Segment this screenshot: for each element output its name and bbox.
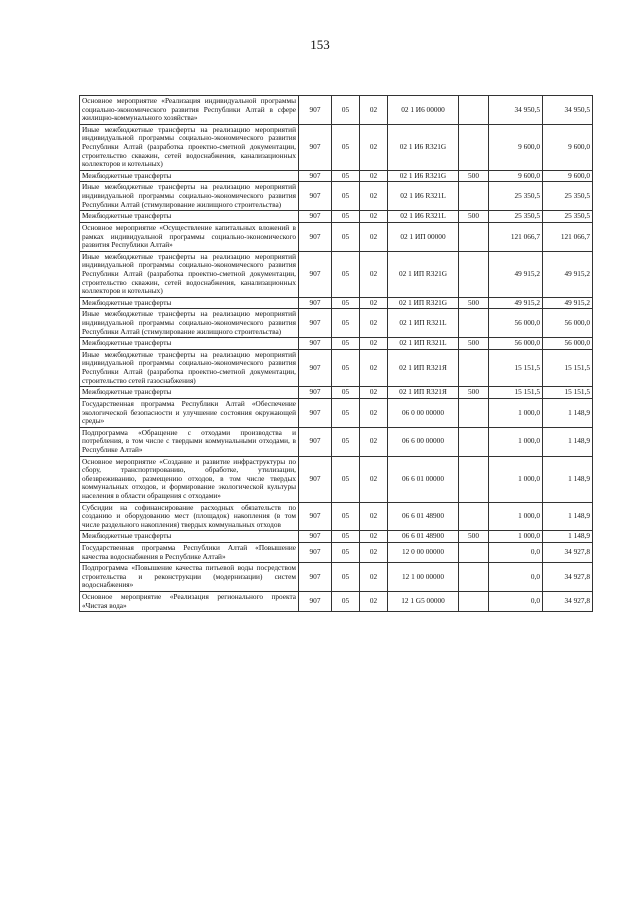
subsection-code: 02 [360, 349, 388, 386]
amount-year-1: 34 950,5 [489, 96, 543, 125]
row-name: Межбюджетные трансферты [80, 170, 299, 182]
amount-year-1: 9 600,0 [489, 170, 543, 182]
section-code: 05 [332, 338, 360, 350]
amount-year-1: 15 151,5 [489, 349, 543, 386]
section-code: 05 [332, 211, 360, 223]
table-row [80, 338, 593, 350]
amount-year-2: 25 350,5 [543, 182, 593, 211]
row-name: Государственная программа Республики Алтай «Повышение качества водоснабжения в Республике Алтай» [80, 543, 299, 563]
subsection-code: 02 [360, 124, 388, 170]
table-row [80, 592, 593, 612]
subsection-code: 02 [360, 563, 388, 592]
amount-year-2: 49 915,2 [543, 297, 593, 309]
section-code: 05 [332, 124, 360, 170]
budget-table [79, 95, 593, 612]
amount-year-1: 15 151,5 [489, 387, 543, 399]
subsection-code: 02 [360, 531, 388, 543]
amount-year-2: 34 927,8 [543, 543, 593, 563]
table-row [80, 502, 593, 531]
expense-type-code [459, 96, 489, 125]
expense-type-code: 500 [459, 338, 489, 350]
amount-year-1: 1 000,0 [489, 531, 543, 543]
subsection-code: 02 [360, 543, 388, 563]
table-row [80, 543, 593, 563]
ministry-code: 907 [299, 502, 332, 531]
expense-type-code [459, 592, 489, 612]
table-row [80, 251, 593, 297]
expense-type-code: 500 [459, 211, 489, 223]
expense-type-code [459, 309, 489, 338]
row-name: Государственная программа Республики Алтай «Обеспечение экологической безопасности и улучшение состояния окружающей среды» [80, 398, 299, 427]
subsection-code: 02 [360, 427, 388, 456]
target-article-code: 02 1 И6 R321G [388, 124, 459, 170]
amount-year-2: 1 148,9 [543, 502, 593, 531]
amount-year-1: 49 915,2 [489, 251, 543, 297]
ministry-code: 907 [299, 349, 332, 386]
ministry-code: 907 [299, 222, 332, 251]
target-article-code: 02 1 ИП R321Я [388, 349, 459, 386]
table-row [80, 398, 593, 427]
subsection-code: 02 [360, 222, 388, 251]
expense-type-code [459, 543, 489, 563]
amount-year-2: 34 927,8 [543, 563, 593, 592]
section-code: 05 [332, 96, 360, 125]
amount-year-2: 49 915,2 [543, 251, 593, 297]
section-code: 05 [332, 349, 360, 386]
section-code: 05 [332, 387, 360, 399]
page-number: 153 [310, 37, 330, 52]
subsection-code: 02 [360, 398, 388, 427]
ministry-code: 907 [299, 387, 332, 399]
target-article-code: 02 1 ИП 00000 [388, 222, 459, 251]
amount-year-1: 0,0 [489, 543, 543, 563]
expense-type-code [459, 398, 489, 427]
amount-year-2: 25 350,5 [543, 211, 593, 223]
amount-year-1: 56 000,0 [489, 309, 543, 338]
section-code: 05 [332, 531, 360, 543]
amount-year-2: 9 600,0 [543, 124, 593, 170]
target-article-code: 02 1 И6 R321L [388, 211, 459, 223]
target-article-code: 06 0 00 00000 [388, 398, 459, 427]
expense-type-code [459, 349, 489, 386]
table-row [80, 297, 593, 309]
section-code: 05 [332, 170, 360, 182]
ministry-code: 907 [299, 309, 332, 338]
table-row [80, 563, 593, 592]
section-code: 05 [332, 502, 360, 531]
row-name: Подпрограмма «Повышение качества питьевой воды посредством строительства и реконструкции (модернизации) систем водоснабжения» [80, 563, 299, 592]
amount-year-2: 9 600,0 [543, 170, 593, 182]
ministry-code: 907 [299, 427, 332, 456]
expense-type-code [459, 124, 489, 170]
row-name: Подпрограмма «Обращение с отходами производства и потребления, в том числе с твердыми коммунальными отходами, в Республике Алтай» [80, 427, 299, 456]
target-article-code: 02 1 И6 R321L [388, 182, 459, 211]
row-name: Иные межбюджетные трансферты на реализацию мероприятий индивидуальной программы социально-экономического развития Республики Алтай (разработка проектно-сметной документации, строительство скважин, сетей водоснабжения, канализационных коллекторов и котельных) [80, 124, 299, 170]
ministry-code: 907 [299, 124, 332, 170]
expense-type-code: 500 [459, 170, 489, 182]
amount-year-2: 34 950,5 [543, 96, 593, 125]
amount-year-1: 0,0 [489, 563, 543, 592]
subsection-code: 02 [360, 502, 388, 531]
subsection-code: 02 [360, 170, 388, 182]
section-code: 05 [332, 222, 360, 251]
amount-year-1: 25 350,5 [489, 211, 543, 223]
amount-year-1: 0,0 [489, 592, 543, 612]
amount-year-1: 49 915,2 [489, 297, 543, 309]
table-row [80, 387, 593, 399]
section-code: 05 [332, 456, 360, 502]
amount-year-2: 56 000,0 [543, 309, 593, 338]
amount-year-1: 9 600,0 [489, 124, 543, 170]
amount-year-1: 1 000,0 [489, 427, 543, 456]
subsection-code: 02 [360, 251, 388, 297]
ministry-code: 907 [299, 543, 332, 563]
section-code: 05 [332, 563, 360, 592]
target-article-code: 12 1 00 00000 [388, 563, 459, 592]
target-article-code: 02 1 ИП R321L [388, 309, 459, 338]
amount-year-1: 1 000,0 [489, 398, 543, 427]
expense-type-code [459, 251, 489, 297]
amount-year-2: 1 148,9 [543, 427, 593, 456]
amount-year-1: 56 000,0 [489, 338, 543, 350]
section-code: 05 [332, 297, 360, 309]
section-code: 05 [332, 427, 360, 456]
row-name: Межбюджетные трансферты [80, 211, 299, 223]
ministry-code: 907 [299, 563, 332, 592]
ministry-code: 907 [299, 297, 332, 309]
target-article-code: 06 6 01 00000 [388, 456, 459, 502]
expense-type-code: 500 [459, 387, 489, 399]
amount-year-2: 1 148,9 [543, 456, 593, 502]
target-article-code: 02 1 ИП R321Я [388, 387, 459, 399]
expense-type-code [459, 502, 489, 531]
amount-year-2: 15 151,5 [543, 387, 593, 399]
target-article-code: 06 6 00 00000 [388, 427, 459, 456]
table-row [80, 170, 593, 182]
row-name: Основное мероприятие «Реализация регионального проекта «Чистая вода» [80, 592, 299, 612]
subsection-code: 02 [360, 182, 388, 211]
section-code: 05 [332, 309, 360, 338]
row-name: Межбюджетные трансферты [80, 297, 299, 309]
subsection-code: 02 [360, 96, 388, 125]
target-article-code: 06 6 01 48900 [388, 502, 459, 531]
target-article-code: 02 1 ИП R321G [388, 297, 459, 309]
target-article-code: 12 1 G5 00000 [388, 592, 459, 612]
expense-type-code [459, 427, 489, 456]
row-name: Иные межбюджетные трансферты на реализацию мероприятий индивидуальной программы социально-экономического развития Республики Алтай (стимулирование жилищного строительства) [80, 182, 299, 211]
amount-year-1: 121 066,7 [489, 222, 543, 251]
target-article-code: 02 1 ИП R321G [388, 251, 459, 297]
amount-year-2: 1 148,9 [543, 398, 593, 427]
ministry-code: 907 [299, 456, 332, 502]
target-article-code: 06 6 01 48900 [388, 531, 459, 543]
subsection-code: 02 [360, 211, 388, 223]
table-row [80, 211, 593, 223]
ministry-code: 907 [299, 251, 332, 297]
amount-year-2: 1 148,9 [543, 531, 593, 543]
target-article-code: 02 1 И6 R321G [388, 170, 459, 182]
row-name: Основное мероприятие «Создание и развитие инфраструктуры по сбору, транспортированию, обработке, утилизации, обезвреживанию, размещению отходов, в том числе твердых коммунальных отходов, и формирование экологической культуры населения в области обращения с отходами» [80, 456, 299, 502]
section-code: 05 [332, 592, 360, 612]
section-code: 05 [332, 182, 360, 211]
table-row [80, 182, 593, 211]
expense-type-code: 500 [459, 531, 489, 543]
subsection-code: 02 [360, 456, 388, 502]
expense-type-code: 500 [459, 297, 489, 309]
amount-year-2: 34 927,8 [543, 592, 593, 612]
table-row [80, 456, 593, 502]
amount-year-1: 25 350,5 [489, 182, 543, 211]
table-row [80, 531, 593, 543]
row-name: Межбюджетные трансферты [80, 387, 299, 399]
subsection-code: 02 [360, 387, 388, 399]
row-name: Межбюджетные трансферты [80, 338, 299, 350]
ministry-code: 907 [299, 170, 332, 182]
ministry-code: 907 [299, 96, 332, 125]
section-code: 05 [332, 251, 360, 297]
row-name: Иные межбюджетные трансферты на реализацию мероприятий индивидуальной программы социально-экономического развития Республики Алтай (разработка проектно-сметной документации, строительство сетей газоснабжения) [80, 349, 299, 386]
table-row [80, 222, 593, 251]
table-row [80, 427, 593, 456]
expense-type-code [459, 456, 489, 502]
row-name: Иные межбюджетные трансферты на реализацию мероприятий индивидуальной программы социально-экономического развития Республики Алтай (стимулирование жилищного строительства) [80, 309, 299, 338]
target-article-code: 02 1 ИП R321L [388, 338, 459, 350]
ministry-code: 907 [299, 182, 332, 211]
ministry-code: 907 [299, 531, 332, 543]
amount-year-1: 1 000,0 [489, 456, 543, 502]
ministry-code: 907 [299, 211, 332, 223]
amount-year-2: 56 000,0 [543, 338, 593, 350]
expense-type-code [459, 182, 489, 211]
table-row [80, 124, 593, 170]
subsection-code: 02 [360, 338, 388, 350]
amount-year-2: 15 151,5 [543, 349, 593, 386]
amount-year-2: 121 066,7 [543, 222, 593, 251]
subsection-code: 02 [360, 309, 388, 338]
section-code: 05 [332, 543, 360, 563]
ministry-code: 907 [299, 592, 332, 612]
expense-type-code [459, 222, 489, 251]
subsection-code: 02 [360, 297, 388, 309]
row-name: Иные межбюджетные трансферты на реализацию мероприятий индивидуальной программы социально-экономического развития Республики Алтай (разработка проектно-сметной документации, строительство скважин, сетей водоснабжения, канализационных коллекторов и котельных) [80, 251, 299, 297]
ministry-code: 907 [299, 398, 332, 427]
subsection-code: 02 [360, 592, 388, 612]
row-name: Межбюджетные трансферты [80, 531, 299, 543]
table-row [80, 309, 593, 338]
section-code: 05 [332, 398, 360, 427]
target-article-code: 12 0 00 00000 [388, 543, 459, 563]
target-article-code: 02 1 И6 00000 [388, 96, 459, 125]
row-name: Основное мероприятие «Реализация индивидуальной программы социально-экономического развития Республики Алтай в сфере жилищно-коммунального хозяйства» [80, 96, 299, 125]
row-name: Субсидии на софинансирование расходных обязательств по созданию и оборудованию мест (площадок) накопления (в том числе раздельного накопления) твердых коммунальных отходов [80, 502, 299, 531]
ministry-code: 907 [299, 338, 332, 350]
expense-type-code [459, 563, 489, 592]
table-row [80, 349, 593, 386]
row-name: Основное мероприятие «Осуществление капитальных вложений в рамках индивидуальной программы социально-экономического развития Республики Алтай» [80, 222, 299, 251]
amount-year-1: 1 000,0 [489, 502, 543, 531]
table-row [80, 96, 593, 125]
